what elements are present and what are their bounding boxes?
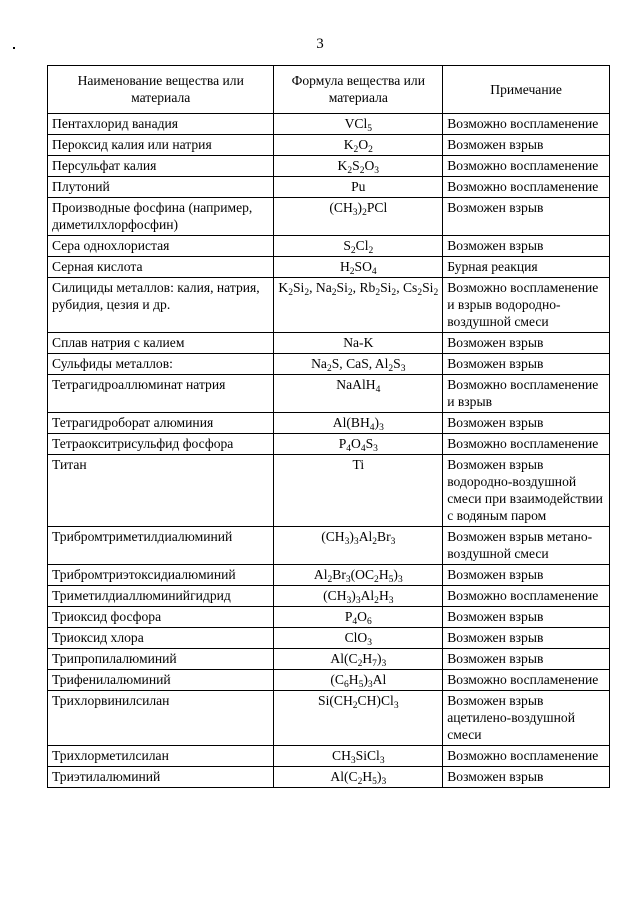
substance-name: Серная кислота [48,257,274,278]
substance-formula: $Al(C_2H_7)_3$ [274,649,443,670]
substance-note: Возможно воспламенение [443,177,610,198]
substance-formula: $Al_2Br_3(OC_2H_5)_3$ [274,565,443,586]
table-row [48,257,610,278]
substance-formula: $Na_2S$, CaS, $Al_2S_3$ [274,354,443,375]
substance-formula: $Si(CH_2CH)Cl_3$ [274,691,443,746]
substance-note: Возможен взрыв [443,565,610,586]
substance-name: Пероксид калия или натрия [48,135,274,156]
substance-name: Трихлорвинилсилан [48,691,274,746]
substance-name: Плутоний [48,177,274,198]
substance-note: Возможен взрыв [443,354,610,375]
substance-note: Возможно воспламенение и взрыв водородно-воздушной смеси [443,278,610,333]
table-header-row [48,66,610,114]
substance-formula: $H_2SO_4$ [274,257,443,278]
substance-name: Трибромтриэтоксидиалюминий [48,565,274,586]
table-row [48,628,610,649]
table-row [48,156,610,177]
substance-name: Трифенилалюминий [48,670,274,691]
substance-note: Возможен взрыв [443,135,610,156]
substance-note: Возможен взрыв [443,649,610,670]
substance-formula: ClO$_3$ [274,628,443,649]
table-body [48,114,610,788]
substance-formula: $(CH_3)_3Al_2H_3$ [274,586,443,607]
substance-name: Персульфат калия [48,156,274,177]
substance-formula: Na-K [274,333,443,354]
header-name: Наименование вещества или материала [48,66,274,114]
table-row [48,670,610,691]
substance-formula: $(CH_3)_3Al_2Br_3$ [274,527,443,565]
substance-note: Возможен взрыв [443,198,610,236]
substance-formula: $K_2O_2$ [274,135,443,156]
page-number: 3 [316,36,324,52]
substance-note: Возможен взрыв ацетилено-воздушной смеси [443,691,610,746]
substance-note: Возможно воспламенение и взрыв [443,375,610,413]
table-row [48,649,610,670]
substance-note: Возможен взрыв [443,767,610,788]
table-row [48,177,610,198]
substance-formula: $(C_6H_5)_3Al$ [274,670,443,691]
substance-name: Триоксид хлора [48,628,274,649]
substance-note: Возможно воспламенение [443,746,610,767]
table-row [48,135,610,156]
substance-formula: $Al(BH_4)_3$ [274,413,443,434]
substance-name: Сера однохлористая [48,236,274,257]
table-row [48,527,610,565]
substance-formula: $(CH_3)_2PCl$ [274,198,443,236]
substance-name: Трихлорметилсилан [48,746,274,767]
substance-note: Возможно воспламенение [443,670,610,691]
substance-name: Триоксид фосфора [48,607,274,628]
table-row [48,607,610,628]
substance-formula: $K_2Si_2$, $Na_2Si_2$, $Rb_2Si_2$, $Cs_2Si_2$ [274,278,443,333]
substance-formula: Ti [274,455,443,527]
table-row [48,278,610,333]
substance-name: Силициды металлов: калия, натрия, рубидия, цезия и др. [48,278,274,333]
substance-formula: VCl$_5$ [274,114,443,135]
substance-formula: NaAlH$_4$ [274,375,443,413]
substance-name: Тетраокситрисульфид фосфора [48,434,274,455]
substance-note: Возможен взрыв [443,628,610,649]
substance-note: Возможен взрыв [443,236,610,257]
table-row [48,434,610,455]
substance-name: Трибромтриметилдиалюминий [48,527,274,565]
substance-name: Трипропилалюминий [48,649,274,670]
substance-note: Возможен взрыв метано-воздушной смеси [443,527,610,565]
table-row [48,236,610,257]
substance-note: Возможно воспламенение [443,156,610,177]
substances-table [47,65,610,788]
header-formula: Формула вещества или материала [274,66,443,114]
substance-name: Пентахлорид ванадия [48,114,274,135]
table-row [48,455,610,527]
substance-note: Возможно воспламенение [443,586,610,607]
substance-formula: Pu [274,177,443,198]
substance-note: Бурная реакция [443,257,610,278]
substance-note: Возможно воспламенение [443,434,610,455]
substance-name: Тетрагидроборат алюминия [48,413,274,434]
substance-formula: $Al(C_2H_5)_3$ [274,767,443,788]
substance-formula: $K_2S_2O_3$ [274,156,443,177]
table-row [48,767,610,788]
substance-name: Триэтилалюминий [48,767,274,788]
substance-formula: $P_4O_6$ [274,607,443,628]
substance-name: Триметилдиаллюминийгидрид [48,586,274,607]
substance-formula: $S_2Cl_2$ [274,236,443,257]
substance-note: Возможен взрыв водородно-воздушной смеси при взаимодействии с водяным паром [443,455,610,527]
substance-name: Производные фосфина (например, диметилхлорфосфин) [48,198,274,236]
table-row [48,691,610,746]
substance-formula: $CH_3SiCl_3$ [274,746,443,767]
header-note: Примечание [443,66,610,114]
substance-note: Возможен взрыв [443,607,610,628]
table-row [48,375,610,413]
substance-note: Возможен взрыв [443,333,610,354]
table-row [48,746,610,767]
table-row [48,114,610,135]
substance-note: Возможен взрыв [443,413,610,434]
table-row [48,354,610,375]
table-row [48,333,610,354]
substance-formula: $P_4O_4S_3$ [274,434,443,455]
substance-name: Титан [48,455,274,527]
substance-name: Тетрагидроаллюминат натрия [48,375,274,413]
table-row [48,413,610,434]
substance-note: Возможно воспламенение [443,114,610,135]
table-row [48,586,610,607]
scan-speck [13,47,15,49]
substance-name: Сульфиды металлов: [48,354,274,375]
substance-name: Сплав натрия с калием [48,333,274,354]
table-row [48,565,610,586]
table-row [48,198,610,236]
